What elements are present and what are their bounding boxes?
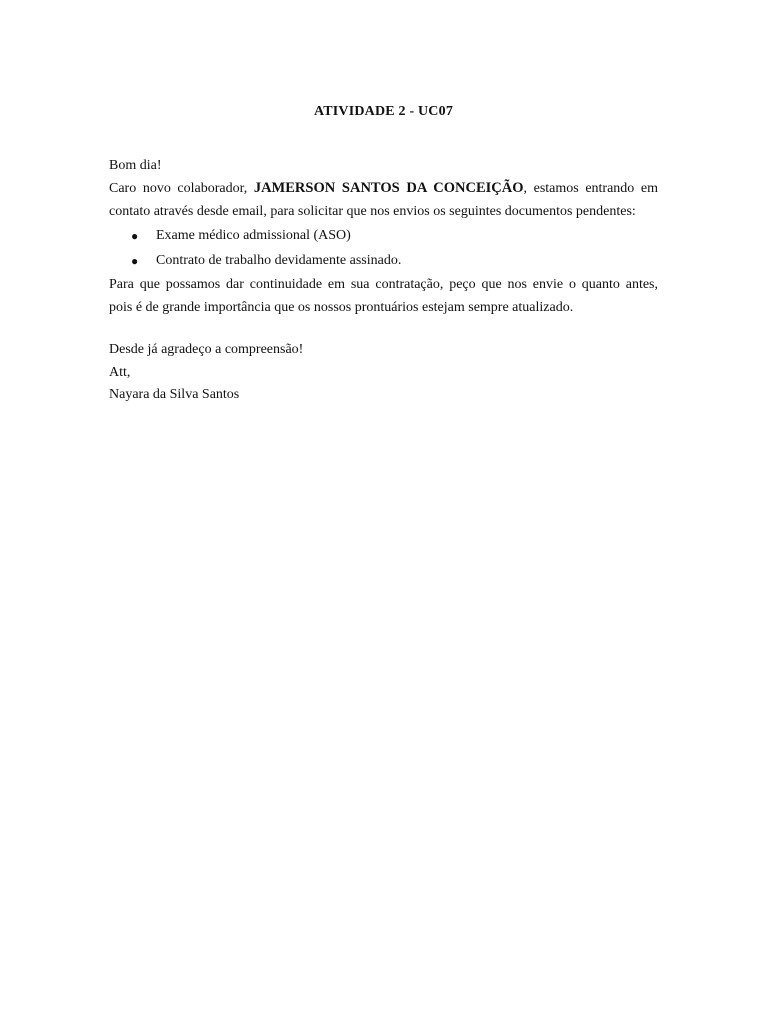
recipient-name: JAMERSON SANTOS DA CONCEIÇÃO: [253, 180, 524, 196]
greeting: Bom dia!: [109, 157, 162, 173]
intro-text-after-name: , estamos entrando em: [523, 181, 659, 196]
list-item: [109, 250, 658, 273]
intro-line-2: contato através desde email, para solicitar que nos envios os seguintes documentos pendentes:: [109, 203, 636, 219]
bullet-icon: ●: [131, 229, 139, 243]
closing-line: Att,: [109, 364, 131, 380]
document-title: ATIVIDADE 2 - UC07: [313, 104, 454, 119]
list-item-text: Contrato de trabalho devidamente assinado.: [156, 252, 402, 268]
paragraph-spacer: [109, 319, 658, 339]
intro-text-before-name: Caro novo colaborador,: [109, 181, 254, 196]
request-line-2: pois é de grande importância que os nossos prontuários estejam sempre atualizado.: [109, 299, 574, 315]
intro-line-1: [109, 177, 658, 201]
request-line-1: Para que possamos dar continuidade em sua contratação, peço que nos envie o quanto antes,: [109, 277, 658, 292]
list-item: [109, 225, 658, 248]
letter-body: [109, 101, 658, 407]
pending-documents-list: [109, 225, 658, 272]
thanks-line: Desde já agradeço a compreensão!: [109, 342, 304, 357]
signature-name: Nayara da Silva Santos: [109, 387, 240, 402]
list-item-text: Exame médico admissional (ASO): [156, 228, 351, 243]
bullet-icon: ●: [131, 253, 139, 268]
